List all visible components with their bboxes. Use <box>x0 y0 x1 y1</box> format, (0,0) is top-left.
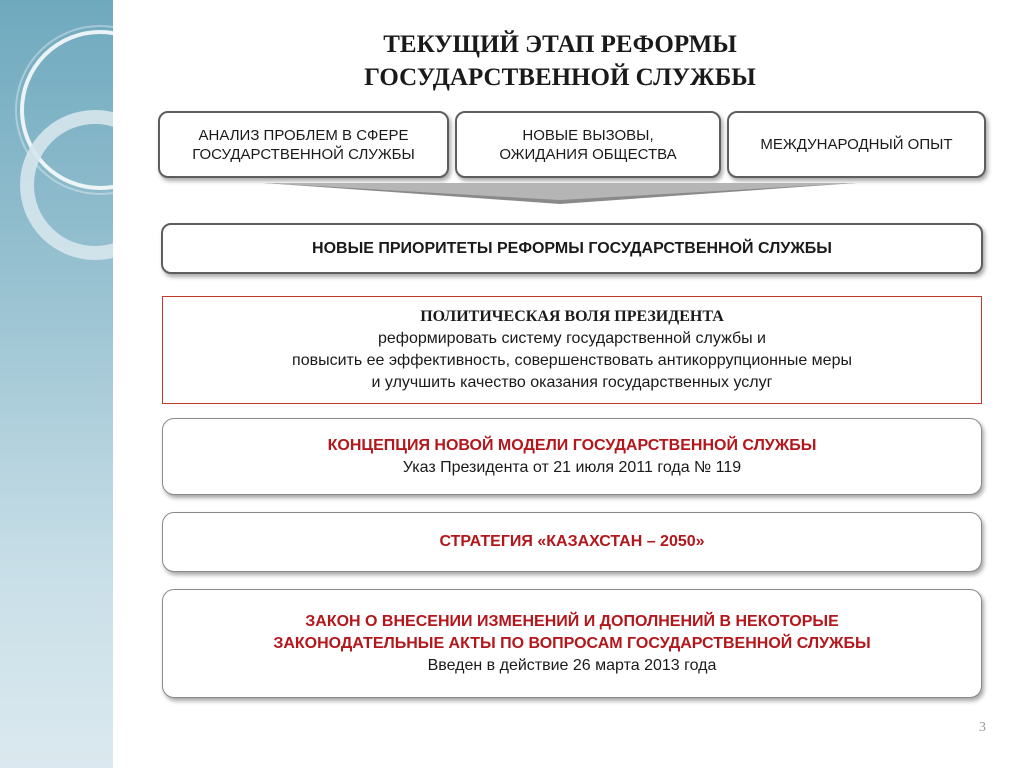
strategy-box <box>162 512 982 572</box>
priorities-label: НОВЫЕ ПРИОРИТЕТЫ РЕФОРМЫ ГОСУДАРСТВЕННОЙ СЛУЖБЫ <box>312 239 832 257</box>
political-will-box <box>162 296 982 404</box>
law-subtitle: Введен в действие 26 марта 2013 года <box>427 656 717 674</box>
law-title-line-1: ЗАКОН О ВНЕСЕНИИ ИЗМЕНЕНИЙ И ДОПОЛНЕНИЙ В НЕКОТОРЫЕ <box>305 612 839 630</box>
source-international-label: МЕЖДУНАРОДНЫЙ ОПЫТ <box>760 136 953 153</box>
source-box-analysis <box>158 111 449 178</box>
political-will-line-3: и улучшить качество оказания государственных услуг <box>371 374 773 391</box>
source-analysis-line-1: АНАЛИЗ ПРОБЛЕМ В СФЕРЕ <box>198 126 409 144</box>
concept-title: КОНЦЕПЦИЯ НОВОЙ МОДЕЛИ ГОСУДАРСТВЕННОЙ СЛУЖБЫ <box>327 436 817 454</box>
concept-box <box>162 418 982 495</box>
source-box-international <box>727 111 986 178</box>
source-analysis-line-2: ГОСУДАРСТВЕННОЙ СЛУЖБЫ <box>192 145 415 163</box>
decorative-rings <box>0 0 113 768</box>
concept-subtitle: Указ Президента от 21 июля 2011 года № 119 <box>402 458 742 476</box>
political-will-heading: ПОЛИТИЧЕСКАЯ ВОЛЯ ПРЕЗИДЕНТА <box>420 308 724 325</box>
title-line-1: ТЕКУЩИЙ ЭТАП РЕФОРМЫ <box>383 31 737 58</box>
slide-title <box>250 28 870 94</box>
convergence-arrow <box>262 180 858 208</box>
law-title-line-2: ЗАКОНОДАТЕЛЬНЫЕ АКТЫ ПО ВОПРОСАМ ГОСУДАРСТВЕННОЙ СЛУЖБЫ <box>273 634 871 652</box>
political-will-line-2: повысить ее эффективность, совершенствовать антикоррупционные меры <box>292 352 852 369</box>
political-will-line-1: реформировать систему государственной службы и <box>377 330 766 347</box>
priorities-box <box>161 223 983 274</box>
title-line-2: ГОСУДАРСТВЕННОЙ СЛУЖБЫ <box>364 64 756 91</box>
source-challenges-line-1: НОВЫЕ ВЫЗОВЫ, <box>522 126 654 144</box>
source-challenges-line-2: ОЖИДАНИЯ ОБЩЕСТВА <box>499 145 677 163</box>
source-box-challenges <box>455 111 721 178</box>
law-box <box>162 589 982 698</box>
decorative-sidebar <box>0 0 113 768</box>
page-number: 3 <box>979 720 986 735</box>
strategy-title: СТРАТЕГИЯ «КАЗАХСТАН – 2050» <box>439 533 705 550</box>
